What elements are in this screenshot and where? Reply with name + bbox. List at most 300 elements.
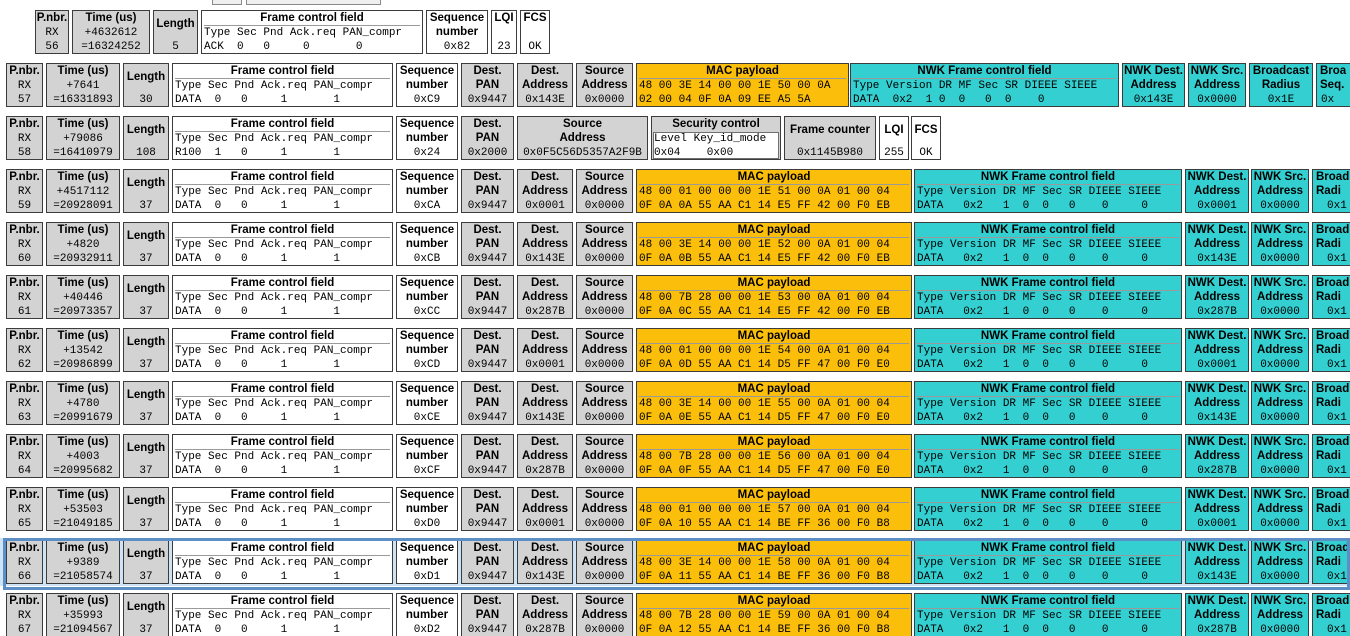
nwk-fcf-columns: Type Version DR MF Sec SR DIEEE SIEEE xyxy=(853,80,1098,92)
dest-address-cell xyxy=(517,434,573,478)
seq-header: Sequence xyxy=(399,171,455,183)
seq-header: Sequence xyxy=(399,595,455,607)
dest-address-cell xyxy=(517,381,573,425)
packet-row[interactable] xyxy=(0,432,1350,480)
packet-number: 56 xyxy=(45,41,59,53)
source-address-header: Source xyxy=(585,171,624,183)
nwk-fcf-values: DATA 0x2 1 0 0 0 0 0 xyxy=(917,624,1149,636)
mac-payload-line-1: 48 00 7B 28 00 00 1E 53 00 0A 01 00 04 xyxy=(639,292,890,304)
nwk-src-value: 0x0000 xyxy=(1260,465,1300,477)
nwk-dest-cell xyxy=(1185,275,1249,319)
mac-payload-line-2: 0F 0A 0C 55 AA C1 14 E5 FF 42 00 F0 EB xyxy=(639,306,890,318)
broadcast-radius-header-2: Radi xyxy=(1316,609,1341,621)
broadcast-radius-cell xyxy=(1312,487,1350,531)
nwk-src-header: NWK Src. xyxy=(1253,383,1307,395)
broadcast-radius-header: Broad xyxy=(1316,595,1350,607)
broadcast-radius-header: Broad xyxy=(1316,542,1350,554)
pnbr-header: P.nbr. xyxy=(36,12,68,24)
time-absolute: =16324252 xyxy=(81,41,141,53)
pnbr-cell xyxy=(6,434,43,478)
time-absolute: =20986899 xyxy=(53,359,113,371)
broadcast-radius-cell xyxy=(1312,434,1350,478)
fcf-header: Frame control field xyxy=(230,224,335,236)
nwk-fcf-columns: Type Version DR MF Sec SR DIEEE SIEEE xyxy=(917,610,1162,622)
length-header: Length xyxy=(126,495,166,507)
source-address-cell xyxy=(576,169,633,213)
toolbar-button[interactable] xyxy=(212,0,242,5)
packet-row[interactable] xyxy=(0,220,1350,268)
fcf-columns: Type Sec Pnd Ack.req PAN_compr xyxy=(175,80,374,92)
dest-address-cell xyxy=(517,593,573,636)
direction: RX xyxy=(17,345,32,357)
packet-number: 59 xyxy=(17,200,32,212)
divider xyxy=(175,131,390,132)
dest-address-cell xyxy=(517,540,573,584)
nwk-fcf-values: DATA 0x2 1 0 0 0 0 0 xyxy=(853,94,1045,106)
sequence-cell xyxy=(396,593,458,636)
time-header: Time (us) xyxy=(57,330,109,342)
nwk-frame-control-cell xyxy=(914,434,1182,478)
fcf-values: DATA 0 0 1 1 xyxy=(175,253,341,265)
pnbr-header: P.nbr. xyxy=(9,383,40,395)
length-header: Length xyxy=(126,230,166,242)
frame-counter-cell xyxy=(784,116,876,160)
fcf-header: Frame control field xyxy=(230,277,335,289)
broadcast-seq-value: 0x xyxy=(1321,94,1335,106)
source-address-header-2: Address xyxy=(581,397,628,409)
time-delta: +53503 xyxy=(63,504,103,516)
length-value: 37 xyxy=(139,518,153,530)
pnbr-cell xyxy=(6,593,43,636)
dest-pan-value: 0x9447 xyxy=(467,571,508,583)
source-address-value: 0x0000 xyxy=(584,518,625,530)
broadcast-radius-header-2: Radi xyxy=(1316,450,1341,462)
time-cell xyxy=(46,328,120,372)
seq-header: Sequence xyxy=(399,224,455,236)
nwk-src-cell xyxy=(1251,222,1309,266)
time-absolute: =16410979 xyxy=(53,147,113,159)
source-address-value: 0x0000 xyxy=(584,200,625,212)
source-address-value: 0x0000 xyxy=(584,359,625,371)
nwk-dest-cell xyxy=(1185,593,1249,636)
time-cell xyxy=(46,381,120,425)
nwk-src-value: 0x0000 xyxy=(1260,412,1300,424)
nwk-fcf-values: DATA 0x2 1 0 0 0 0 0 xyxy=(917,306,1149,318)
broadcast-radius-cell xyxy=(1312,222,1350,266)
nwk-fcf-columns: Type Version DR MF Sec SR DIEEE SIEEE xyxy=(917,186,1162,198)
nwk-dest-header: NWK Dest. xyxy=(1124,65,1183,77)
nwk-dest-header: NWK Dest. xyxy=(1187,330,1247,342)
nwk-fcf-header: NWK Frame control field xyxy=(980,330,1116,342)
source-address-header: Source xyxy=(585,330,624,342)
mac-payload-cell xyxy=(636,169,912,213)
nwk-src-value: 0x0000 xyxy=(1260,571,1300,583)
time-cell xyxy=(46,63,120,107)
time-cell xyxy=(46,169,120,213)
dest-pan-value: 0x9447 xyxy=(467,200,508,212)
mac-payload-cell xyxy=(636,593,912,636)
top-toolbar-strip xyxy=(0,0,1350,8)
packet-number: 67 xyxy=(17,624,32,636)
nwk-dest-cell xyxy=(1122,63,1185,107)
fcf-header: Frame control field xyxy=(230,436,335,448)
broadcast-radius-cell xyxy=(1312,169,1350,213)
packet-row[interactable] xyxy=(0,167,1350,215)
broadcast-radius-cell xyxy=(1312,593,1350,636)
mac-payload-line-1: 48 00 7B 28 00 00 1E 59 00 0A 01 00 04 xyxy=(639,610,890,622)
length-value: 37 xyxy=(139,571,153,583)
time-cell xyxy=(46,222,120,266)
seq-header-2: number xyxy=(405,185,449,197)
dest-pan-value: 0x9447 xyxy=(467,465,508,477)
fcs-value: OK xyxy=(528,41,542,53)
nwk-fcf-header: NWK Frame control field xyxy=(980,171,1116,183)
security-control-columns: Level Key_id_mode xyxy=(654,133,767,145)
nwk-src-value: 0x0000 xyxy=(1260,253,1300,265)
nwk-dest-header-2: Address xyxy=(1193,503,1241,515)
dest-address-header-2: Address xyxy=(521,79,569,91)
fcs-header: FCS xyxy=(523,12,547,24)
broadcast-radius-header: Broad xyxy=(1316,224,1350,236)
nwk-src-header-2: Address xyxy=(1256,609,1304,621)
security-control-values: 0x04 0x00 xyxy=(654,147,734,159)
source-address-header-2: Address xyxy=(581,503,628,515)
broadcast-radius-header-2: Radius xyxy=(1261,79,1301,91)
source-address-header-2: Address xyxy=(581,238,628,250)
frame-counter-header: Frame counter xyxy=(790,124,870,136)
dest-address-header: Dest. xyxy=(530,489,560,501)
nwk-fcf-values: DATA 0x2 1 0 0 0 0 0 xyxy=(917,518,1149,530)
packet-row[interactable] xyxy=(0,485,1350,533)
dest-address-header: Dest. xyxy=(530,224,560,236)
nwk-dest-header-2: Address xyxy=(1193,344,1241,356)
source-address-header: Source xyxy=(585,383,624,395)
dest-pan-cell xyxy=(461,169,514,213)
seq-header-2: number xyxy=(405,291,449,303)
nwk-src-cell xyxy=(1188,63,1246,107)
time-delta: +35993 xyxy=(63,610,103,622)
source-address-cell xyxy=(576,222,633,266)
nwk-src-value: 0x0000 xyxy=(1260,518,1300,530)
source-address-cell xyxy=(576,593,633,636)
dest-address-cell xyxy=(517,222,573,266)
length-value: 30 xyxy=(139,94,153,106)
nwk-fcf-values: DATA 0x2 1 0 0 0 0 0 xyxy=(917,359,1149,371)
packet-row[interactable] xyxy=(0,61,1350,109)
dest-pan-header-2: PAN xyxy=(475,238,500,250)
fcs-header: FCS xyxy=(914,124,938,136)
packet-row[interactable] xyxy=(0,8,560,56)
nwk-src-header: NWK Src. xyxy=(1253,595,1307,607)
time-header: Time (us) xyxy=(57,542,109,554)
fcf-values: DATA 0 0 1 1 xyxy=(175,200,341,212)
mac-payload-cell xyxy=(636,487,912,531)
nwk-src-cell xyxy=(1251,328,1309,372)
fcf-columns: Type Sec Pnd Ack.req PAN_compr xyxy=(175,345,374,357)
dest-pan-header-2: PAN xyxy=(475,291,500,303)
nwk-frame-control-cell xyxy=(914,381,1182,425)
broadcast-radius-header: Broad xyxy=(1316,330,1350,342)
dest-address-header-2: Address xyxy=(521,238,569,250)
nwk-fcf-columns: Type Version DR MF Sec SR DIEEE SIEEE xyxy=(917,451,1162,463)
nwk-src-header: NWK Src. xyxy=(1253,277,1307,289)
sequence-value: 0xC9 xyxy=(413,94,441,106)
nwk-src-header-2: Address xyxy=(1256,503,1304,515)
direction: RX xyxy=(17,239,32,251)
time-absolute: =21094567 xyxy=(53,624,113,636)
broadcast-radius-header-2: Radi xyxy=(1316,185,1341,197)
broadcast-seq-header: Broa xyxy=(1320,65,1347,77)
security-control-header: Security control xyxy=(672,118,760,130)
nwk-dest-header-2: Address xyxy=(1193,238,1241,250)
length-cell xyxy=(123,222,169,266)
dest-pan-cell xyxy=(461,116,514,160)
sequence-cell xyxy=(396,540,458,584)
nwk-dest-header-2: Address xyxy=(1193,450,1241,462)
mac-payload-header: MAC payload xyxy=(737,383,811,395)
divider xyxy=(639,237,909,238)
direction: RX xyxy=(17,504,32,516)
nwk-dest-header: NWK Dest. xyxy=(1187,171,1247,183)
length-value: 37 xyxy=(139,359,153,371)
mac-payload-line-1: 48 00 7B 28 00 00 1E 56 00 0A 01 00 04 xyxy=(639,451,890,463)
nwk-src-value: 0x0000 xyxy=(1260,624,1300,636)
nwk-dest-header: NWK Dest. xyxy=(1187,383,1247,395)
length-value: 37 xyxy=(139,624,153,636)
time-absolute: =21049185 xyxy=(53,518,113,530)
time-cell xyxy=(46,275,120,319)
length-cell xyxy=(123,328,169,372)
time-header: Time (us) xyxy=(57,171,109,183)
time-cell xyxy=(46,540,120,584)
pnbr-header: P.nbr. xyxy=(9,224,40,236)
mac-payload-cell xyxy=(636,275,912,319)
pnbr-cell xyxy=(35,10,69,54)
direction: RX xyxy=(17,80,32,92)
dest-address-value: 0x143E xyxy=(525,94,565,106)
pnbr-header: P.nbr. xyxy=(9,65,40,77)
fcf-columns: Type Sec Pnd Ack.req PAN_compr xyxy=(204,27,403,39)
broadcast-radius-header-2: Radi xyxy=(1316,344,1341,356)
divider xyxy=(175,237,390,238)
dest-address-value: 0x287B xyxy=(525,465,565,477)
sequence-value: 0xCB xyxy=(413,253,441,265)
pnbr-cell xyxy=(6,275,43,319)
dest-address-cell xyxy=(517,275,573,319)
seq-header: Sequence xyxy=(399,330,455,342)
direction: RX xyxy=(17,610,32,622)
length-value: 37 xyxy=(139,306,153,318)
length-cell xyxy=(123,116,169,160)
sequence-cell xyxy=(426,10,488,54)
packet-number: 58 xyxy=(17,147,32,159)
broadcast-radius-header-2: Radi xyxy=(1316,556,1341,568)
dest-pan-header: Dest. xyxy=(473,171,502,183)
length-header: Length xyxy=(156,18,195,30)
nwk-src-cell xyxy=(1251,381,1309,425)
fcf-header: Frame control field xyxy=(230,118,335,130)
nwk-fcf-columns: Type Version DR MF Sec SR DIEEE SIEEE xyxy=(917,504,1162,516)
lqi-header: LQI xyxy=(494,12,514,24)
pnbr-cell xyxy=(6,169,43,213)
divider xyxy=(917,184,1179,185)
direction: RX xyxy=(17,186,32,198)
dest-pan-cell xyxy=(461,222,514,266)
fcf-values: DATA 0 0 1 1 xyxy=(175,571,341,583)
source-address-header-2: Address xyxy=(559,132,606,144)
mac-payload-line-1: 48 00 01 00 00 00 1E 57 00 0A 01 00 04 xyxy=(639,504,890,516)
length-cell xyxy=(123,169,169,213)
nwk-frame-control-cell xyxy=(914,487,1182,531)
nwk-dest-value: 0x143E xyxy=(1197,571,1237,583)
dest-address-header-2: Address xyxy=(521,397,569,409)
frame-control-cell xyxy=(201,10,423,54)
packet-row[interactable] xyxy=(0,114,950,162)
seq-header-2: number xyxy=(405,344,449,356)
broadcast-radius-header: Broad xyxy=(1316,383,1350,395)
divider xyxy=(917,502,1179,503)
nwk-fcf-columns: Type Version DR MF Sec SR DIEEE SIEEE xyxy=(917,557,1162,569)
broadcast-seq-cell xyxy=(1316,63,1350,107)
dest-pan-value: 0x9447 xyxy=(467,412,508,424)
mac-payload-line-1: 48 00 3E 14 00 00 1E 50 00 0A xyxy=(639,80,831,92)
broadcast-radius-value: 0x1 xyxy=(1327,253,1347,265)
fcf-header: Frame control field xyxy=(230,383,335,395)
broadcast-radius-value: 0x1 xyxy=(1327,412,1347,424)
dest-pan-header-2: PAN xyxy=(475,132,500,144)
length-header: Length xyxy=(126,283,166,295)
length-cell xyxy=(123,434,169,478)
nwk-fcf-values: DATA 0x2 1 0 0 0 0 0 xyxy=(917,412,1149,424)
pnbr-header: P.nbr. xyxy=(9,330,40,342)
sequence-cell xyxy=(396,63,458,107)
nwk-dest-value: 0x0001 xyxy=(1197,200,1237,212)
packet-row[interactable] xyxy=(0,591,1350,636)
dest-address-header: Dest. xyxy=(530,383,560,395)
packet-row[interactable] xyxy=(0,326,1350,374)
mac-payload-line-2: 02 00 04 0F 0A 09 EE A5 5A xyxy=(639,94,811,106)
nwk-src-header: NWK Src. xyxy=(1253,542,1307,554)
dest-address-cell xyxy=(517,169,573,213)
nwk-src-header: NWK Src. xyxy=(1253,171,1307,183)
mac-payload-line-2: 0F 0A 0A 55 AA C1 14 E5 FF 42 00 F0 EB xyxy=(639,200,890,212)
sequence-cell xyxy=(396,434,458,478)
length-value: 37 xyxy=(139,412,153,424)
nwk-dest-header-2: Address xyxy=(1193,609,1241,621)
pnbr-cell xyxy=(6,63,43,107)
packet-row[interactable] xyxy=(0,538,1350,586)
sequence-cell xyxy=(396,116,458,160)
time-absolute: =20932911 xyxy=(53,253,113,265)
nwk-dest-cell xyxy=(1185,434,1249,478)
nwk-dest-value: 0x0001 xyxy=(1197,518,1237,530)
dest-address-value: 0x287B xyxy=(525,306,565,318)
dest-pan-header: Dest. xyxy=(473,330,502,342)
nwk-dest-header: NWK Dest. xyxy=(1187,542,1247,554)
seq-header-2: number xyxy=(435,26,479,38)
dest-pan-header-2: PAN xyxy=(475,397,500,409)
nwk-src-header: NWK Src. xyxy=(1190,65,1244,77)
source-address-header-2: Address xyxy=(581,450,628,462)
frame-control-cell xyxy=(172,222,393,266)
seq-header: Sequence xyxy=(399,383,455,395)
nwk-src-cell xyxy=(1251,487,1309,531)
mac-payload-header: MAC payload xyxy=(706,65,779,77)
nwk-frame-control-cell xyxy=(914,275,1182,319)
mac-payload-line-2: 0F 0A 0F 55 AA C1 14 D5 FF 47 00 F0 E0 xyxy=(639,465,890,477)
dest-address-header: Dest. xyxy=(530,330,560,342)
divider xyxy=(175,396,390,397)
security-control-cell xyxy=(651,116,781,160)
time-delta: +13542 xyxy=(63,345,103,357)
nwk-dest-value: 0x287B xyxy=(1197,465,1237,477)
divider xyxy=(175,78,390,79)
dest-address-cell xyxy=(517,63,573,107)
packet-list[interactable] xyxy=(0,8,1350,636)
nwk-src-cell xyxy=(1251,540,1309,584)
packet-number: 57 xyxy=(17,94,32,106)
nwk-fcf-columns: Type Version DR MF Sec SR DIEEE SIEEE xyxy=(917,345,1162,357)
mac-payload-header: MAC payload xyxy=(737,542,811,554)
packet-number: 63 xyxy=(17,412,32,424)
packet-number: 62 xyxy=(17,359,32,371)
mac-payload-line-1: 48 00 3E 14 00 00 1E 55 00 0A 01 00 04 xyxy=(639,398,890,410)
direction: RX xyxy=(17,398,32,410)
divider xyxy=(917,555,1179,556)
divider xyxy=(175,290,390,291)
dest-pan-header-2: PAN xyxy=(475,185,500,197)
divider xyxy=(175,555,390,556)
nwk-frame-control-cell xyxy=(914,222,1182,266)
source-long-address-cell xyxy=(517,116,648,160)
dest-address-header-2: Address xyxy=(521,344,569,356)
length-value: 5 xyxy=(172,41,179,53)
pnbr-cell xyxy=(6,328,43,372)
packet-row[interactable] xyxy=(0,379,1350,427)
direction: RX xyxy=(17,133,32,145)
nwk-src-header: NWK Src. xyxy=(1253,330,1307,342)
nwk-fcf-columns: Type Version DR MF Sec SR DIEEE SIEEE xyxy=(917,398,1162,410)
dest-address-value: 0x143E xyxy=(525,253,565,265)
dest-pan-header-2: PAN xyxy=(475,503,500,515)
mac-payload-cell xyxy=(636,434,912,478)
dest-pan-cell xyxy=(461,593,514,636)
divider xyxy=(175,184,390,185)
toolbar-dropdown[interactable] xyxy=(246,0,381,5)
packet-row[interactable] xyxy=(0,273,1350,321)
fcf-values: DATA 0 0 1 1 xyxy=(175,518,341,530)
fcf-values: DATA 0 0 1 1 xyxy=(175,465,341,477)
source-address-header-2: Address xyxy=(581,79,628,91)
frame-control-cell xyxy=(172,487,393,531)
mac-payload-cell xyxy=(636,381,912,425)
dest-pan-header-2: PAN xyxy=(475,609,500,621)
nwk-fcf-header: NWK Frame control field xyxy=(980,383,1116,395)
length-header: Length xyxy=(126,442,166,454)
length-value: 37 xyxy=(139,200,153,212)
broadcast-radius-value: 0x1 xyxy=(1327,306,1347,318)
source-address-cell xyxy=(576,540,633,584)
nwk-fcf-columns: Type Version DR MF Sec SR DIEEE SIEEE xyxy=(917,292,1162,304)
time-absolute: =20995682 xyxy=(53,465,113,477)
time-delta: +9389 xyxy=(66,557,100,569)
time-delta: +7641 xyxy=(66,80,100,92)
time-absolute: =20928091 xyxy=(53,200,113,212)
nwk-fcf-values: DATA 0x2 1 0 0 0 0 0 xyxy=(917,200,1149,212)
direction: RX xyxy=(45,27,59,39)
dest-pan-value: 0x9447 xyxy=(467,359,508,371)
broadcast-radius-cell xyxy=(1312,328,1350,372)
